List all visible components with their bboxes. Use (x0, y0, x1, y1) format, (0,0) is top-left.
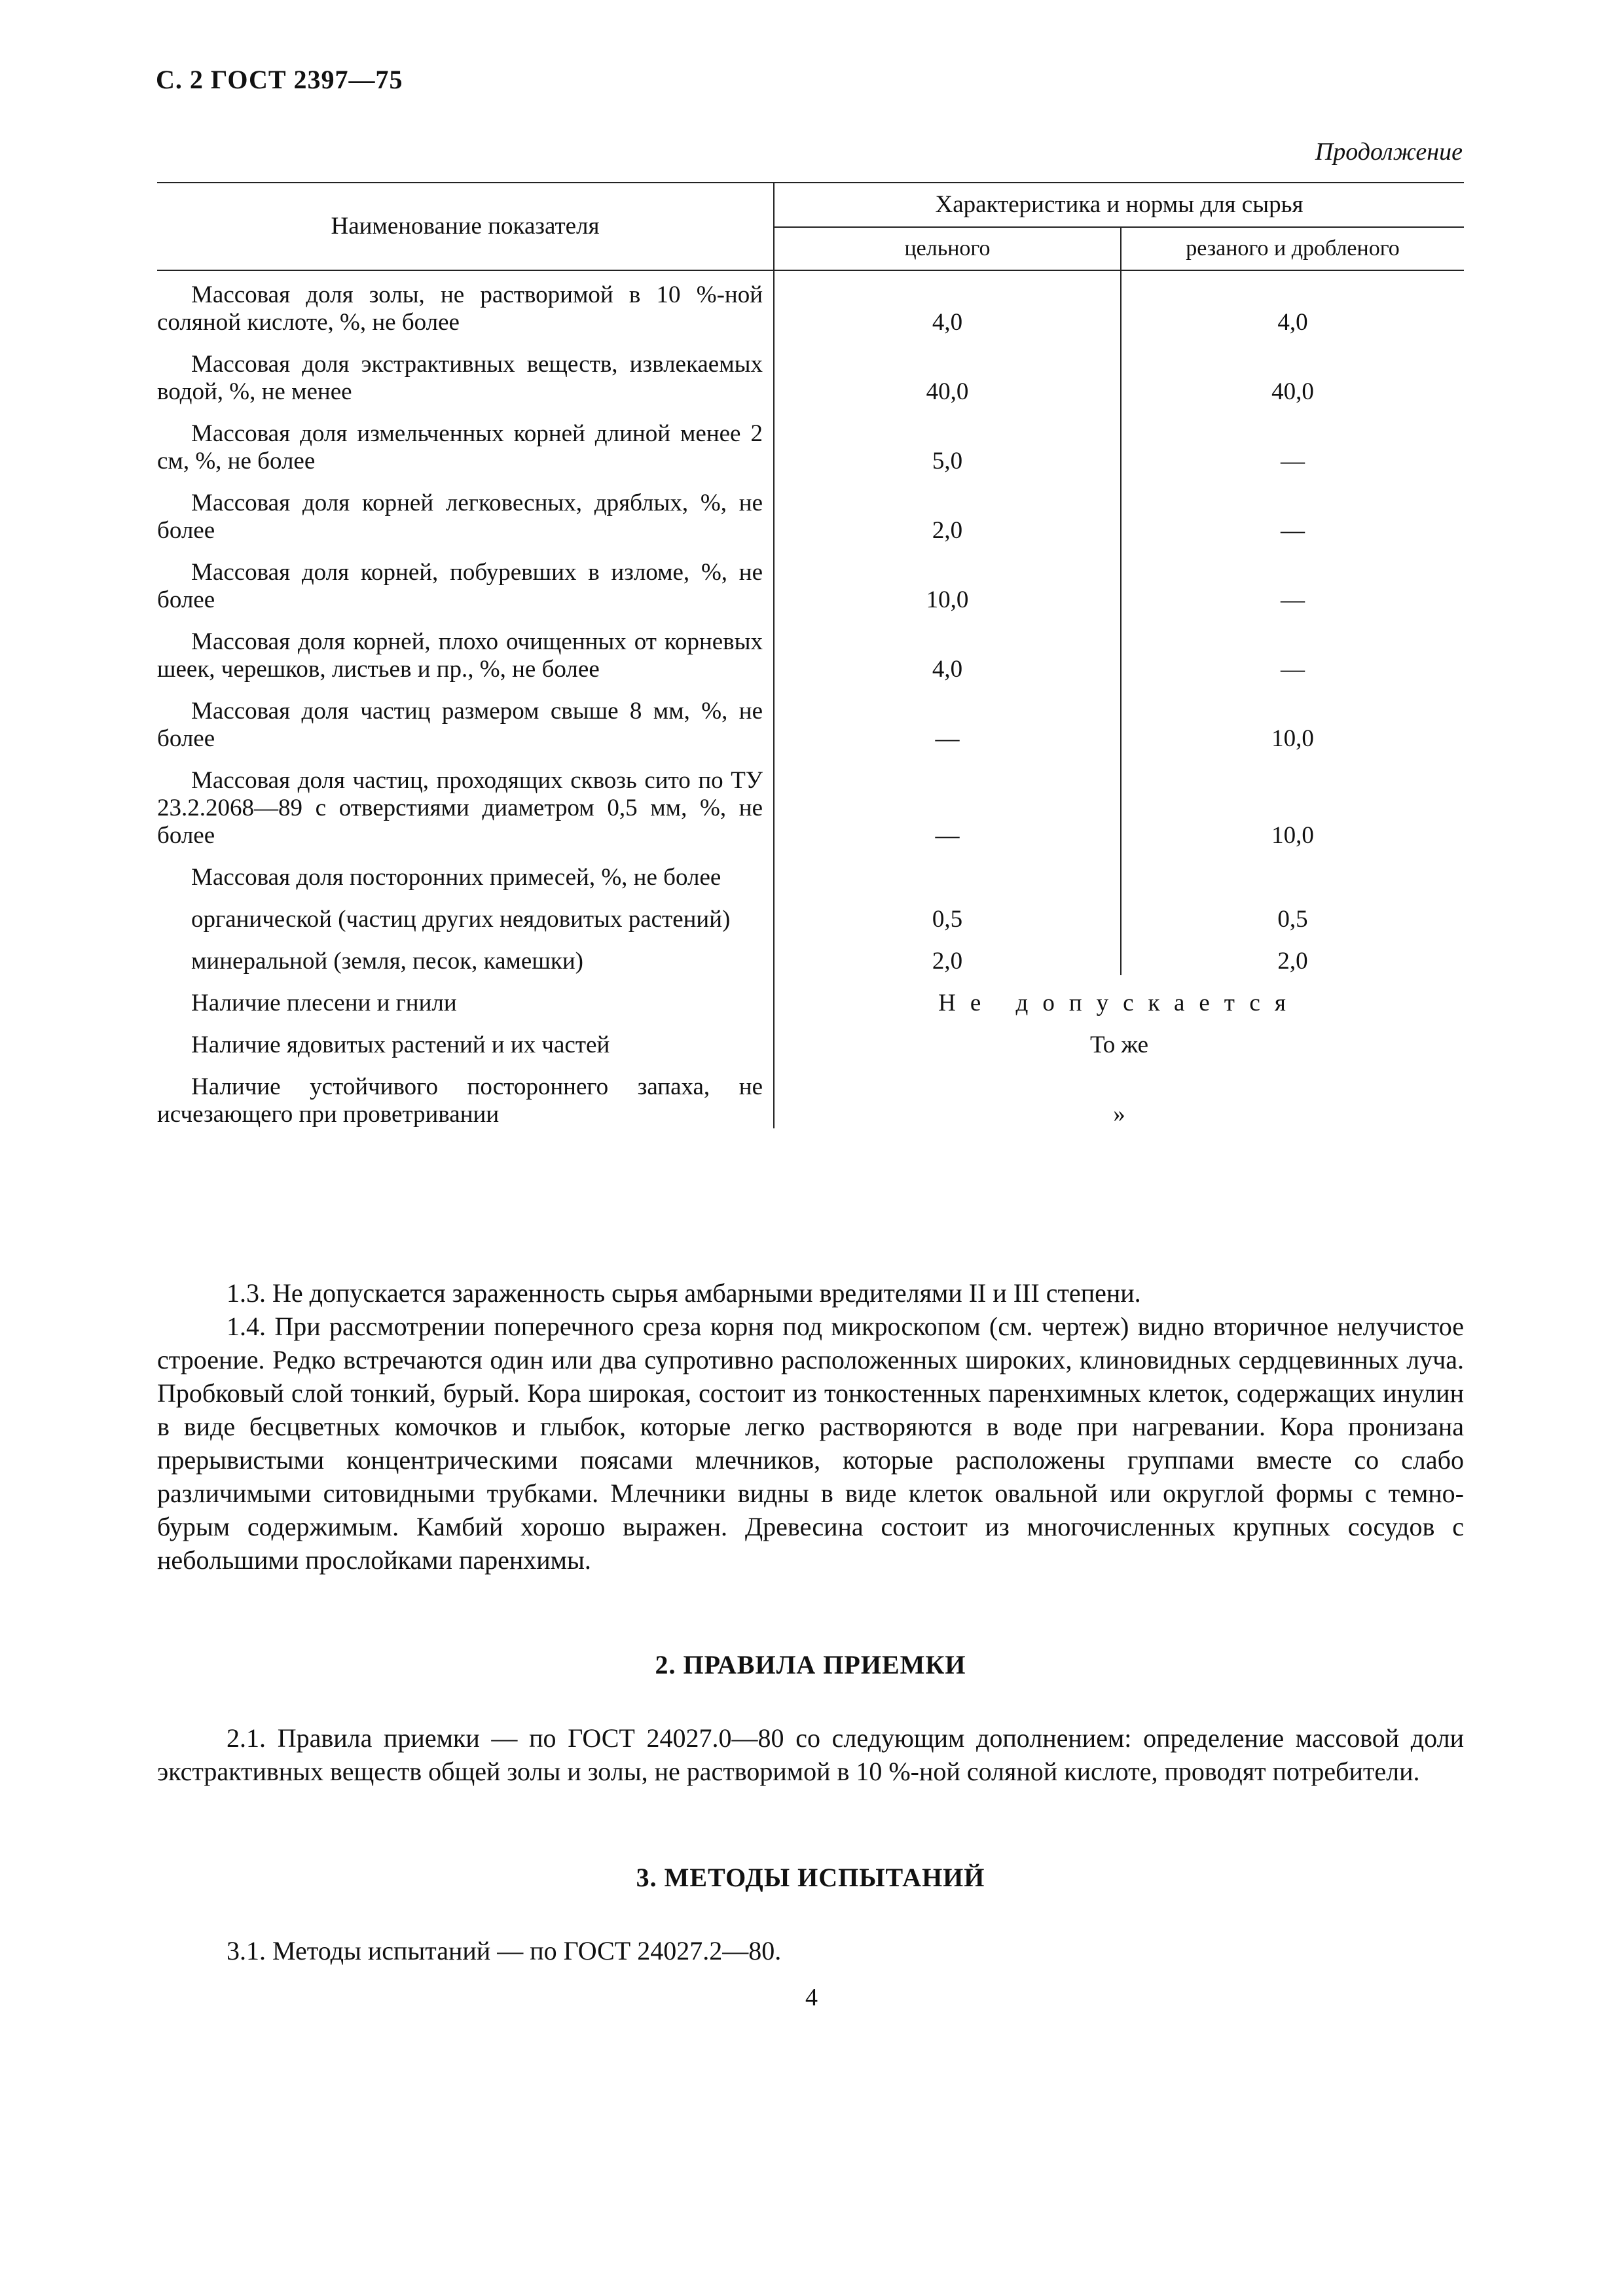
table-row (157, 545, 1464, 614)
table-row (157, 270, 1464, 336)
section-3-title: 3. МЕТОДЫ ИСПЫТАНИЙ (636, 1863, 985, 1892)
row-name: Массовая доля экстрактивных веществ, извлекаемых водой, %, не менее (157, 351, 763, 405)
merged-value-text: Не допускается (938, 990, 1300, 1016)
table-row (157, 1017, 1464, 1059)
value-whole: 10,0 (774, 545, 1121, 614)
merged-value (774, 975, 1464, 1017)
row-name: минеральной (земля, песок, камешки) (191, 948, 583, 975)
row-name: Массовая доля корней, побуревших в изломе, %, не более (157, 559, 763, 613)
paragraph-3-1: 3.1. Методы испытаний — по ГОСТ 24027.2—80. (227, 1936, 782, 1965)
value-whole: 4,0 (774, 614, 1121, 683)
value-cut: — (1281, 448, 1305, 475)
row-name: Массовая доля посторонних примесей, %, не более (191, 864, 721, 891)
table-row (157, 891, 1464, 933)
table-row (157, 850, 1464, 891)
row-name: Массовая доля корней легковесных, дряблых, %, не более (157, 490, 763, 544)
continuation-label: Продолжение (1315, 138, 1463, 166)
row-name: Наличие плесени и гнили (191, 990, 457, 1016)
value-whole: 40,0 (774, 336, 1121, 406)
table-row (157, 475, 1464, 545)
section-2-body (157, 1721, 1464, 1788)
value-cut: 10,0 (1271, 822, 1314, 849)
value-cut: 40,0 (1271, 378, 1314, 405)
value-whole: — (774, 683, 1121, 753)
table-row (157, 336, 1464, 406)
value-cut (1121, 850, 1464, 891)
column-header-name: Наименование показателя (157, 183, 774, 270)
row-name: Массовая доля золы, не растворимой в 10 %-ной соляной кислоте, %, не более (157, 281, 763, 336)
table-row (157, 753, 1464, 850)
table-row (157, 406, 1464, 475)
page-number: 4 (805, 1984, 818, 2011)
value-whole: 0,5 (774, 891, 1121, 933)
value-cut: 10,0 (1271, 725, 1314, 752)
row-name: органической (частиц других неядовитых растений) (191, 906, 731, 933)
norms-table (157, 182, 1464, 1128)
row-name: Массовая доля измельченных корней длиной менее 2 см, %, не более (157, 420, 763, 475)
value-whole: 2,0 (774, 475, 1121, 545)
value-cut: — (1281, 586, 1305, 613)
table-row (157, 683, 1464, 753)
value-cut: 0,5 (1277, 906, 1308, 933)
column-header-whole: цельного (774, 227, 1121, 270)
value-cut: — (1281, 656, 1305, 683)
value-cut: 4,0 (1277, 309, 1308, 336)
row-name: Массовая доля корней, плохо очищенных от корневых шеек, черешков, листьев и пр., %, не более (157, 628, 763, 683)
section-3-body (157, 1934, 1464, 1967)
value-cut: — (1281, 517, 1305, 544)
value-cut: 2,0 (1277, 948, 1308, 975)
table-row (157, 933, 1464, 975)
value-whole: 4,0 (774, 270, 1121, 336)
row-name: Массовая доля частиц размером свыше 8 мм, %, не более (157, 698, 763, 752)
section-1-paragraphs (157, 1276, 1464, 1577)
column-header-group: Характеристика и нормы для сырья (774, 183, 1464, 227)
column-header-cut: резаного и дробленого (1121, 227, 1464, 270)
paragraph-1-3: 1.3. Не допускается зараженность сырья амбарными вредителями II и III степени. (227, 1278, 1141, 1308)
value-whole (774, 850, 1121, 891)
paragraph-1-4: 1.4. При рассмотрении поперечного среза корня под микроскопом (см. чертеж) видно вторичное нелучистое строение. Редко встречаются один или два супротивно расположенных широких, клиновидных сердцевинных луча. Пробковый слой тонкий, бурый. Кора широкая, состоит из тонкостенных паренхимных клеток, содержащих инулин в виде бесцветных комочков и глыбок, которые легко растворяются в воде при нагревании. Кора пронизана прерывистыми концентрическими поясами млечников, которые расположены группами вместе со слабо различимыми ситовидными трубками. Млечники видны в виде клеток овальной или округлой формы с темно-бурым содержимым. Камбий хорошо выражен. Древесина состоит из многочисленных крупных сосудов с небольшими прослойками паренхимы. (157, 1312, 1464, 1575)
merged-value: То же (1089, 1031, 1149, 1058)
merged-value: » (1113, 1101, 1125, 1128)
section-2-title: 2. ПРАВИЛА ПРИЕМКИ (655, 1650, 966, 1679)
value-whole: 5,0 (774, 406, 1121, 475)
table-row (157, 975, 1464, 1017)
row-name: Наличие устойчивого постороннего запаха, не исчезающего при проветривании (157, 1073, 763, 1128)
row-name: Наличие ядовитых растений и их частей (191, 1031, 610, 1058)
paragraph-2-1: 2.1. Правила приемки — по ГОСТ 24027.0—80 со следующим дополнением: определение массовой доли экстрактивных веществ общей золы и золы, не растворимой в 10 %-ной соляной кислоте, проводят потребители. (157, 1723, 1464, 1786)
value-whole: 2,0 (774, 933, 1121, 975)
table-row (157, 614, 1464, 683)
row-name: Массовая доля частиц, проходящих сквозь сито по ТУ 23.2.2068—89 с отверстиями диаметром 0,5 мм, %, не более (157, 767, 763, 849)
table-row (157, 1059, 1464, 1128)
value-whole: — (774, 753, 1121, 850)
document-code: С. 2 ГОСТ 2397—75 (156, 65, 403, 94)
